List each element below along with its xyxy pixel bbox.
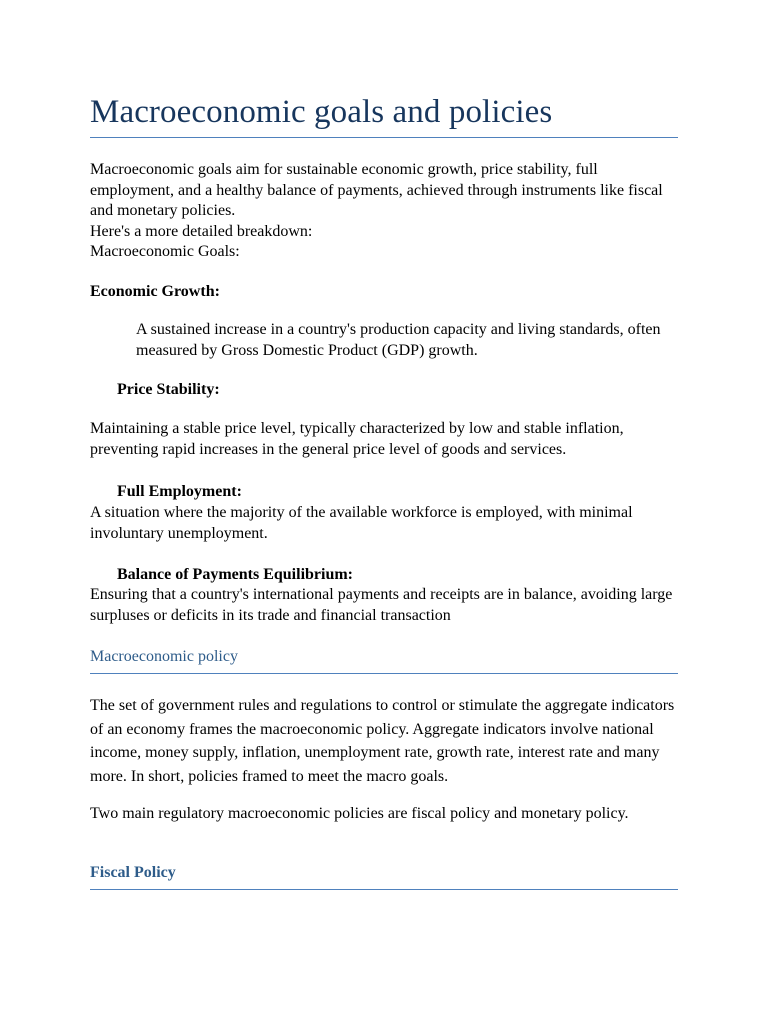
intro-paragraph: Macroeconomic goals aim for sustainable economic growth, price stability, full employment, and a healthy balance of payments, achieved through instruments like fiscal and monetary policies. [90,161,663,219]
goals-label: Macroeconomic Goals: [90,243,240,260]
balance-of-payments-heading: Balance of Payments Equilibrium: [117,566,354,583]
page-title: Macroeconomic goals and policies [90,94,553,130]
full-employment-text: A situation where the majority of the available workforce is employed, with minimal involuntary unemployment. [90,504,633,542]
breakdown-line: Here's a more detailed breakdown: [90,222,313,240]
title-underline [90,137,678,138]
macroeconomic-policy-text: The set of government rules and regulations to control or stimulate the aggregate indicators of an economy frames the macroeconomic policy. Aggregate indicators involve national income, money supply, inflation, unemployment rate, growth rate, interest rate and many more. In short, policies framed to meet the macro goals. [90,697,675,785]
price-stability-text: Maintaining a stable price level, typically characterized by low and stable inflation, preventing rapid increases in the general price level of goods and services. [90,420,624,458]
macroeconomic-policy-heading: Macroeconomic policy [90,648,238,665]
economic-growth-heading: Economic Growth: [90,283,220,300]
macroeconomic-policy-underline [90,673,678,674]
price-stability-heading: Price Stability: [117,381,220,398]
fiscal-policy-heading: Fiscal Policy [90,864,176,881]
economic-growth-text: A sustained increase in a country's production capacity and living standards, often measured by Gross Domestic Product (GDP) growth. [136,321,661,359]
fiscal-policy-underline [90,889,678,890]
two-main-policies-text: Two main regulatory macroeconomic policies are fiscal policy and monetary policy. [90,805,629,822]
intro-section [90,160,680,263]
full-employment-heading: Full Employment: [117,483,242,500]
balance-of-payments-text: Ensuring that a country's international payments and receipts are in balance, avoiding large surpluses or deficits in its trade and financial transaction [90,586,673,624]
